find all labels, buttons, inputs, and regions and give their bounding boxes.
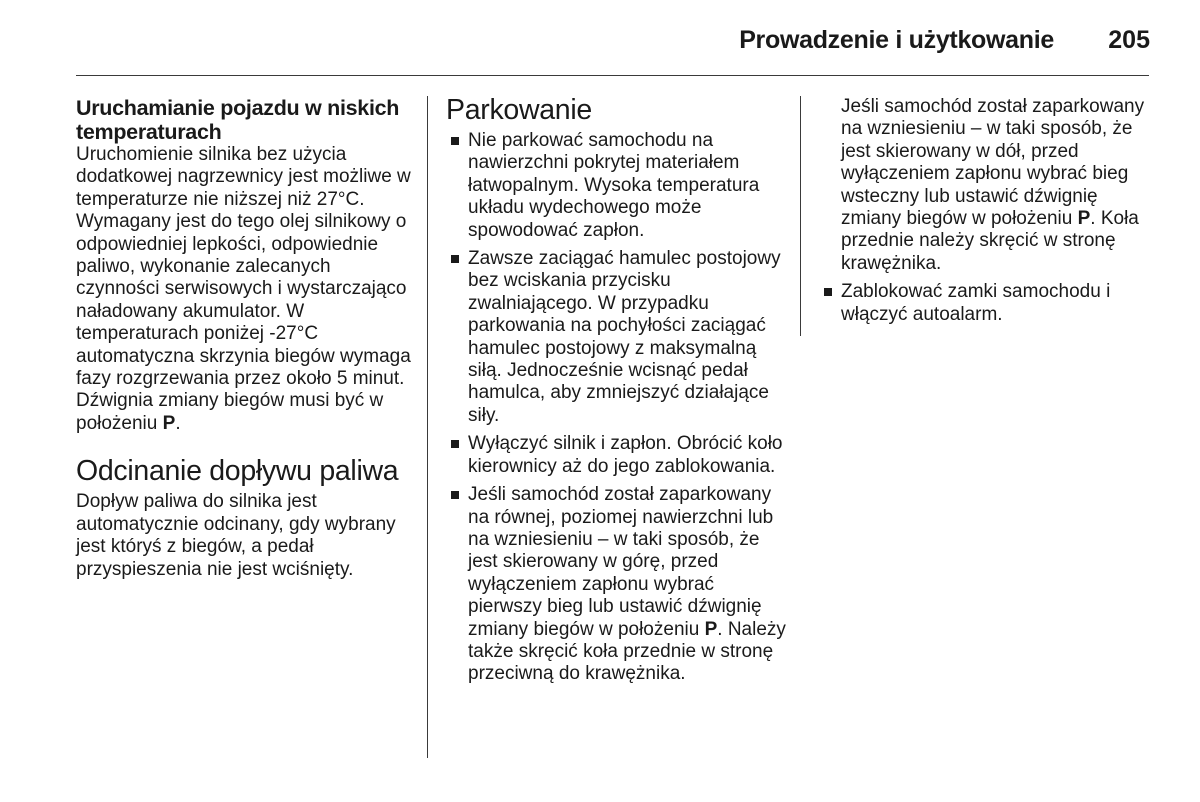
parking-list — [446, 130, 791, 686]
cold-start-heading: Uruchamianie pojazdu w niskich temperaturach — [76, 96, 400, 144]
square-bullet-icon — [824, 288, 832, 296]
page-number: 205 — [1108, 26, 1150, 54]
gear-position-p: P — [1077, 208, 1091, 230]
list-item: Nie parkować samochodu na nawierzchni pokrytej materiałem łatwopalnym. Wysoka temperatura układu wydechowego może spowodować zapłon. — [446, 130, 791, 242]
cold-start-paragraph: Uruchomienie silnika bez użycia dodatkowej nagrzewnicy jest możliwe w temperaturze nie niższej niż 27°C. Wymagany jest do tego olej silnikowy o odpowiedniej lepkości, odpowiednie paliwo, wykonanie zalecanych czynności serwisowych i wystarczająco naładowany akumulator. W temperaturach poniżej -27°C automatyczna skrzynia biegów wymaga fazy rozgrzewania przez około 5 minut. Dźwignia zmiany biegów musi być w położeniu P. — [76, 144, 411, 434]
list-item-continuation: Jeśli samochód został zaparkowany na wzniesieniu – w taki sposób, że jest skierowany w dół, przed wyłączeniem zapłonu wybrać bieg wsteczny lub ustawić dźwignię zmiany biegów w położeniu P. Koła przednie należy skręcić w stronę krawężnika. — [841, 96, 1145, 274]
square-bullet-icon — [451, 137, 459, 145]
list-item: Jeśli samochód został zaparkowany na równej, poziomej nawierzchni lub na wzniesieniu – w taki sposób, że jest skierowany w górę, przed wyłączeniem zapłonu wybrać pierwszy bieg lub ustawić dźwignię zmiany biegów w położeniu P. Należy także skręcić koła przednie w stronę przeciwną do krawężnika. — [446, 484, 791, 686]
square-bullet-icon — [451, 440, 459, 448]
header-divider — [76, 75, 1149, 76]
column-left — [76, 96, 412, 581]
column-divider-right — [800, 96, 801, 336]
column-right — [823, 96, 1153, 332]
fuel-cut-heading: Odcinanie dopływu paliwa — [76, 455, 399, 488]
running-header-title: Prowadzenie i użytkowanie — [739, 26, 1054, 54]
column-divider-left — [427, 96, 428, 758]
fuel-cut-paragraph: Dopływ paliwa do silnika jest automatycznie odcinany, gdy wybrany jest któryś z biegów, a pedał przyspieszenia nie jest wciśnięty. — [76, 491, 396, 580]
list-item: Wyłączyć silnik i zapłon. Obrócić koło kierownicy aż do jego zablokowania. — [446, 433, 791, 478]
square-bullet-icon — [451, 491, 459, 499]
list-item: Zablokować zamki samochodu i włączyć autoalarm. — [823, 281, 1153, 326]
list-item: Zawsze zaciągać hamulec postojowy bez wciskania przycisku zwalniającego. W przypadku parkowania na pochyłości zaciągać hamulec postojowy z maksymalną siłą. Jednocześnie wcisnąć pedał hamulca, aby zmniejszyć działające siły. — [446, 248, 791, 427]
parking-list-continued — [823, 281, 1153, 326]
column-middle — [446, 96, 791, 692]
parking-heading: Parkowanie — [446, 94, 592, 126]
gear-position-p: P — [704, 618, 718, 640]
gear-position-p: P — [162, 412, 176, 434]
square-bullet-icon — [451, 255, 459, 263]
